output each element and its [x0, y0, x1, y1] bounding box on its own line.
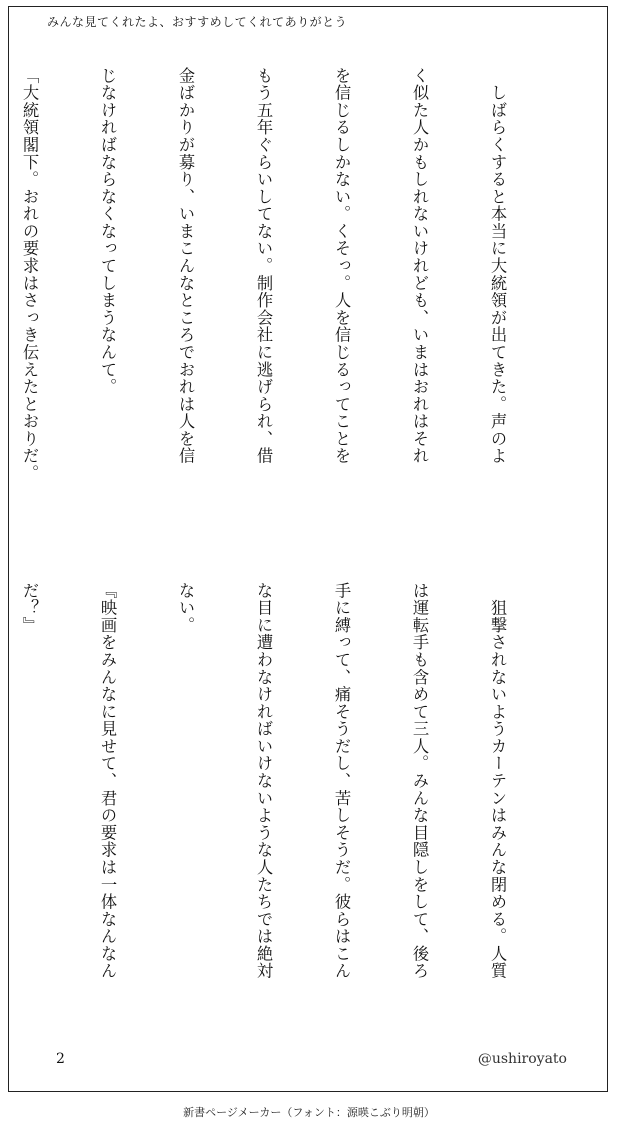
- author-handle: @ushiroyato: [477, 1051, 567, 1067]
- text-line: だ？』: [20, 582, 39, 634]
- book-page: [8, 6, 608, 1092]
- text-line: 「大統領閣下。おれの要求はさっき伝えたとおりだ。: [20, 67, 39, 482]
- text-line: を信じるしかない。くそっ。人を信じるってことを: [332, 67, 351, 465]
- text-line: な目に遭わなければいけないような人たちでは絶対: [254, 582, 273, 980]
- text-line: は運転手も含めて三人。みんな目隠しをして、後ろ: [410, 582, 429, 980]
- footer-credit: 新書ページメーカー（フォント：源暎こぶり明朝）: [183, 1106, 435, 1119]
- text-line: 狙撃されないようカーテンはみんな閉める。人質: [488, 582, 507, 980]
- text-line: もう五年ぐらいしてない。制作会社に逃げられ、借: [254, 67, 273, 465]
- text-line: しばらくすると本当に大統領が出てきた。声のよ: [488, 67, 507, 465]
- page-number: 2: [56, 1051, 65, 1067]
- text-line: 手に縛って、痛そうだし、苦しそうだ。彼らはこん: [332, 582, 351, 980]
- text-line: 金ばかりが募り、いまこんなところでおれは人を信: [176, 67, 195, 465]
- text-line: く似た人かもしれないけれども、いまはおれはそれ: [410, 67, 429, 465]
- text-block-top: [0, 67, 562, 512]
- text-block-bottom: [0, 582, 562, 1027]
- text-line: じなければならなくなってしまうなんて。: [98, 67, 117, 396]
- text-line: ない。: [176, 582, 195, 634]
- text-line: 『映画をみんなに見せて、君の要求は一体なんなん: [98, 582, 117, 980]
- running-title: みんな見てくれたよ、おすすめしてくれてありがとう: [47, 15, 348, 29]
